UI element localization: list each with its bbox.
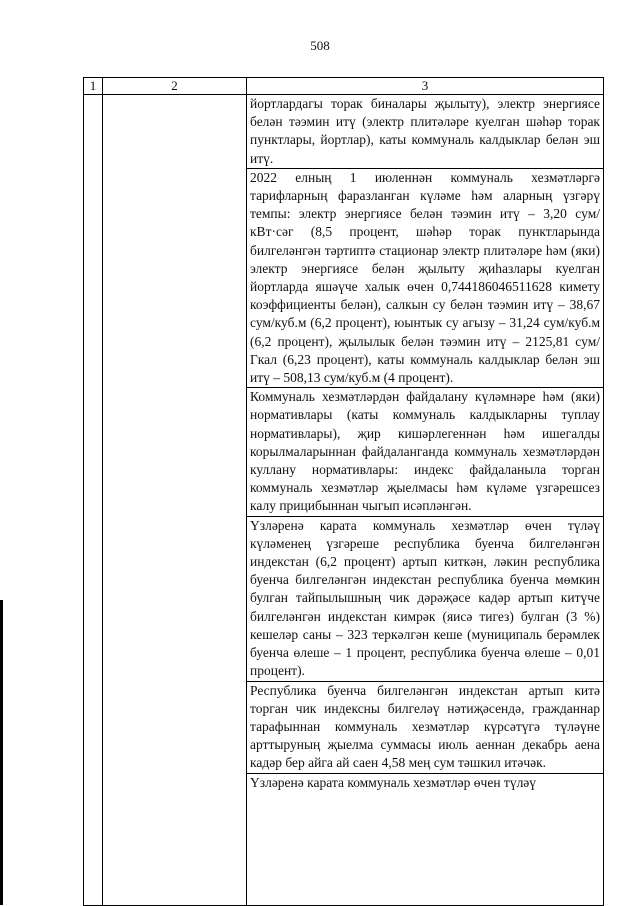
scan-edge-mark	[0, 600, 3, 905]
paragraph-total-increase: Республика буенча билгеләнгән индекстан артып китә торган чик индексны билгеләү нәтиҗәсендә, гражданнар тарафыннан коммуналь хезмәтләр күрсәтүгә түләүне арттыруның җыелма суммасы июль аеннан декабрь аена кадәр бер айга ай саен 4,58 мең сум тәшкил итәчәк.	[247, 682, 603, 774]
document-table	[83, 77, 604, 906]
paragraph-consumption-norms: Коммуналь хезмәтләрдән файдалану күләмнәре һәм (яки) нормативлары (каты коммуналь калдыкларны туплау нормативлары), җир кишәрлегеннән һәм ишегалды корылмаларыннан файдаланганда коммуналь хезмәтләрдән куллану нормативлары: индекс файдаланыла торган коммуналь хезмәтләр җыелмасы һәм күләме үзгәрешсез калу прицибыннан чыгып исәпләнгән.	[247, 388, 603, 516]
paragraph-tariffs-2022: 2022 елның 1 июленнән коммуналь хезмәтләргә тарифларның фаразланган күләме һәм аларның үзгәрү темпы: электр энергиясе белән тәэмин итү – 3,20 сум/кВт·сәг (8,5 процент, шәһәр торак пунктларында билгеләнгән тәртиптә стационар электр плитәләре һәм (яки) электр энергиясе белән җылыту җиһазлары куелган йортларда яшәүче халык өчен 0,744186046511628 кимету коэффициенты белән), салкын су белән тәэмин итү – 38,67 сум/куб.м (6,2 процент), юынтык су агызу – 31,24 сум/куб.м (6,2 процент), җылылык белән тәэмин итү – 2125,81 сум/Гкал (6,23 процент), каты коммуналь калдыклар белән эш итү – 508,13 сум/куб.м (4 процент).	[247, 169, 603, 388]
column-header-2: 2	[103, 78, 247, 95]
column-header-3: 3	[247, 78, 604, 95]
column-1-cell	[84, 95, 103, 906]
paragraph-heating-continuation: йортлардагы торак биналары җылыту), электр энергиясе белән тәэмин итү (электр плитәләре куелган шәһәр торак пунктлары, йортлар), каты коммуналь калдыклар белән эш итү.	[247, 95, 603, 169]
page-number: 508	[310, 38, 330, 53]
table-row	[84, 95, 604, 906]
table-header-row	[84, 78, 604, 95]
column-header-1: 1	[84, 78, 103, 95]
paragraph-continued: Үзләренә карата коммуналь хезмәтләр өчен түләү	[250, 774, 537, 790]
column-2-cell	[103, 95, 247, 906]
paragraph-affected-persons: Үзләренә карата коммуналь хезмәтләр өчен түләү күләменең үзгәреше республика буенча билгеләнгән индекстан (6,2 процент) артып киткән, ләкин республика буенча билгеләнгән индекстан республика буенча мөмкин булган тайпылышның чик дәрәҗәсе кадәр артып китүче билгеләнгән индекстан кимрәк (яисә тигез) булган (3 %) кешеләр саны – 323 теркәлгән кеше (муниципаль берәмлек буенча өлеше – 1 процент, республика буенча өлеше – 0,01 процент).	[247, 517, 603, 682]
column-3-cell	[247, 95, 604, 906]
